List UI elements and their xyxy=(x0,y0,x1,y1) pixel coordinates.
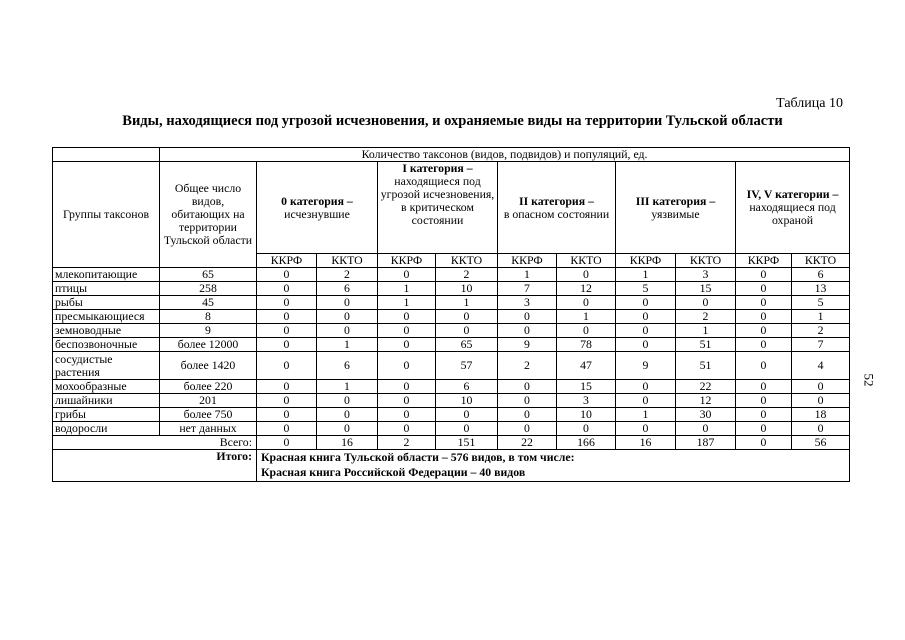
category-subtitle: уязвимые xyxy=(651,206,700,221)
count-cell: 0 xyxy=(257,324,317,338)
count-cell: 0 xyxy=(676,296,736,310)
count-cell: 7 xyxy=(792,338,850,352)
table-row xyxy=(53,296,850,310)
count-cell: 12 xyxy=(676,394,736,408)
count-cell: 0 xyxy=(498,408,557,422)
count-cell: 0 xyxy=(378,422,436,436)
species-total-cell: 45 xyxy=(160,296,257,310)
count-cell: 65 xyxy=(436,338,498,352)
table-row xyxy=(53,380,850,394)
count-cell: 0 xyxy=(736,282,792,296)
category-3-header xyxy=(616,162,736,254)
taxon-group-cell: млекопитающие xyxy=(53,268,160,282)
count-cell: 0 xyxy=(557,324,616,338)
table-row xyxy=(53,408,850,422)
count-cell: 6 xyxy=(317,352,378,380)
count-cell: 78 xyxy=(557,338,616,352)
count-cell: 0 xyxy=(378,394,436,408)
count-cell: 0 xyxy=(378,310,436,324)
count-cell: 1 xyxy=(378,296,436,310)
count-cell: 0 xyxy=(616,310,676,324)
count-cell: 0 xyxy=(792,380,850,394)
count-cell: 1 xyxy=(436,296,498,310)
sub-header-cell: ККТО xyxy=(436,254,498,268)
count-cell: 0 xyxy=(736,268,792,282)
total-value-cell: 2 xyxy=(378,436,436,450)
count-cell: 0 xyxy=(378,338,436,352)
category-subtitle: в опасном состоянии xyxy=(503,206,610,221)
count-cell: 1 xyxy=(317,380,378,394)
count-cell: 0 xyxy=(257,282,317,296)
count-cell: 0 xyxy=(498,380,557,394)
taxon-group-cell: пресмыкающиеся xyxy=(53,310,160,324)
species-total-cell: более 750 xyxy=(160,408,257,422)
count-cell: 0 xyxy=(616,380,676,394)
total-value-cell: 0 xyxy=(736,436,792,450)
count-cell: 0 xyxy=(736,324,792,338)
total-value-cell: 0 xyxy=(257,436,317,450)
count-cell: 47 xyxy=(557,352,616,380)
count-cell: 9 xyxy=(616,352,676,380)
count-cell: 0 xyxy=(498,310,557,324)
count-cell: 0 xyxy=(436,422,498,436)
count-cell: 1 xyxy=(498,268,557,282)
count-cell: 10 xyxy=(436,282,498,296)
taxon-group-cell: лишайники xyxy=(53,394,160,408)
category-title: II категория – xyxy=(519,193,594,208)
count-cell: 0 xyxy=(436,324,498,338)
species-total-cell: более 1420 xyxy=(160,352,257,380)
table-row xyxy=(53,352,850,380)
count-cell: 0 xyxy=(736,408,792,422)
category-title: IV, V категории – xyxy=(746,187,839,201)
sub-header-cell: ККТО xyxy=(317,254,378,268)
count-cell: 3 xyxy=(498,296,557,310)
count-cell: 0 xyxy=(736,394,792,408)
count-cell: 0 xyxy=(498,324,557,338)
page-number: 52 xyxy=(861,373,877,387)
count-cell: 0 xyxy=(498,422,557,436)
count-cell: 15 xyxy=(557,380,616,394)
count-cell: 0 xyxy=(317,310,378,324)
taxon-group-cell: птицы xyxy=(53,282,160,296)
count-cell: 0 xyxy=(317,408,378,422)
table-row xyxy=(53,282,850,296)
taxon-group-cell: грибы xyxy=(53,408,160,422)
count-cell: 0 xyxy=(257,352,317,380)
count-cell: 0 xyxy=(257,422,317,436)
total-value-cell: 151 xyxy=(436,436,498,450)
species-total-cell: 9 xyxy=(160,324,257,338)
count-cell: 0 xyxy=(557,268,616,282)
count-cell: 0 xyxy=(616,422,676,436)
count-cell: 1 xyxy=(557,310,616,324)
count-cell: 0 xyxy=(257,268,317,282)
count-cell: 1 xyxy=(317,338,378,352)
count-cell: 10 xyxy=(557,408,616,422)
category-0-header xyxy=(257,162,378,254)
species-total-cell: 65 xyxy=(160,268,257,282)
count-cell: 1 xyxy=(616,268,676,282)
count-cell: 0 xyxy=(436,310,498,324)
species-total-cell: нет данных xyxy=(160,422,257,436)
count-cell: 9 xyxy=(498,338,557,352)
category-subtitle: находящиеся под угрозой исчезновения, в критическом состоянии xyxy=(380,174,495,227)
category-4-header xyxy=(736,162,850,254)
count-cell: 0 xyxy=(257,408,317,422)
total-value-cell: 187 xyxy=(676,436,736,450)
count-cell: 0 xyxy=(557,422,616,436)
count-cell: 0 xyxy=(736,310,792,324)
species-total-cell: 8 xyxy=(160,310,257,324)
count-cell: 22 xyxy=(676,380,736,394)
count-cell: 0 xyxy=(317,296,378,310)
count-cell: 18 xyxy=(792,408,850,422)
category-title: I категория – xyxy=(402,161,473,175)
count-cell: 6 xyxy=(792,268,850,282)
total-value-cell: 16 xyxy=(317,436,378,450)
taxon-group-cell: рыбы xyxy=(53,296,160,310)
sub-header-cell: ККТО xyxy=(557,254,616,268)
species-total-cell: 258 xyxy=(160,282,257,296)
count-cell: 0 xyxy=(378,408,436,422)
count-cell: 0 xyxy=(736,296,792,310)
count-cell: 4 xyxy=(792,352,850,380)
taxon-group-cell: водоросли xyxy=(53,422,160,436)
count-cell: 0 xyxy=(792,394,850,408)
table-row xyxy=(53,394,850,408)
count-cell: 1 xyxy=(378,282,436,296)
count-cell: 5 xyxy=(616,282,676,296)
count-cell: 0 xyxy=(792,422,850,436)
count-cell: 0 xyxy=(736,338,792,352)
table-row xyxy=(53,310,850,324)
taxon-group-cell: земноводные xyxy=(53,324,160,338)
group-header: Группы таксонов xyxy=(53,162,160,268)
count-cell: 2 xyxy=(317,268,378,282)
count-cell: 2 xyxy=(436,268,498,282)
count-cell: 0 xyxy=(616,394,676,408)
count-cell: 10 xyxy=(436,394,498,408)
count-cell: 51 xyxy=(676,338,736,352)
count-cell: 6 xyxy=(436,380,498,394)
table-row xyxy=(53,324,850,338)
count-cell: 0 xyxy=(257,380,317,394)
count-cell: 2 xyxy=(676,310,736,324)
count-cell: 30 xyxy=(676,408,736,422)
count-cell: 0 xyxy=(616,338,676,352)
count-cell: 0 xyxy=(616,296,676,310)
taxon-group-cell: сосудистые растения xyxy=(53,352,160,380)
count-cell: 0 xyxy=(557,296,616,310)
sub-header-cell: ККРФ xyxy=(378,254,436,268)
table-row xyxy=(53,268,850,282)
count-cell: 0 xyxy=(257,338,317,352)
total-value-cell: 16 xyxy=(616,436,676,450)
itogo-line: Красная книга Тульской области – 576 видов, в том числе: xyxy=(261,450,575,464)
total-value-cell: 56 xyxy=(792,436,850,450)
table-row xyxy=(53,422,850,436)
count-cell: 1 xyxy=(792,310,850,324)
count-cell: 0 xyxy=(436,408,498,422)
page-title: Виды, находящиеся под угрозой исчезновения, и охраняемые виды на территории Тульской области xyxy=(122,113,783,129)
category-title: III категория – xyxy=(635,193,716,208)
count-cell: 0 xyxy=(736,422,792,436)
itogo-row xyxy=(53,450,850,482)
count-cell: 0 xyxy=(378,324,436,338)
taxon-group-cell: беспозвоночные xyxy=(53,338,160,352)
sub-header-cell: ККРФ xyxy=(616,254,676,268)
species-total-cell: более 12000 xyxy=(160,338,257,352)
count-cell: 12 xyxy=(557,282,616,296)
table-row xyxy=(53,338,850,352)
count-cell: 0 xyxy=(317,394,378,408)
count-cell: 0 xyxy=(317,422,378,436)
count-cell: 3 xyxy=(557,394,616,408)
itogo-label: Итого: xyxy=(53,450,257,482)
count-cell: 5 xyxy=(792,296,850,310)
total-label: Всего: xyxy=(53,436,257,450)
total-value-cell: 22 xyxy=(498,436,557,450)
count-cell: 15 xyxy=(676,282,736,296)
count-cell: 57 xyxy=(436,352,498,380)
count-cell: 1 xyxy=(676,324,736,338)
sub-header-cell: ККРФ xyxy=(736,254,792,268)
table-number-label: Таблица 10 xyxy=(776,96,843,111)
count-cell: 0 xyxy=(498,394,557,408)
count-cell: 0 xyxy=(378,352,436,380)
count-cell: 6 xyxy=(317,282,378,296)
count-cell: 0 xyxy=(257,296,317,310)
total-row xyxy=(53,436,850,450)
category-subtitle: находящиеся под охраной xyxy=(749,200,836,227)
species-total-cell: более 220 xyxy=(160,380,257,394)
count-cell: 2 xyxy=(792,324,850,338)
count-cell: 7 xyxy=(498,282,557,296)
category-2-header xyxy=(498,162,616,254)
count-cell: 0 xyxy=(257,394,317,408)
count-cell: 13 xyxy=(792,282,850,296)
category-title: 0 категория – xyxy=(281,193,353,208)
category-subtitle: исчезнувшие xyxy=(284,206,350,221)
total-species-header: Общее число видов, обитающих на территории Тульской области xyxy=(160,162,257,268)
count-cell: 0 xyxy=(378,268,436,282)
header-span: Количество таксонов (видов, подвидов) и популяций, ед. xyxy=(160,148,850,162)
count-cell: 0 xyxy=(676,422,736,436)
count-cell: 2 xyxy=(498,352,557,380)
sub-header-cell: ККРФ xyxy=(257,254,317,268)
total-value-cell: 166 xyxy=(557,436,616,450)
count-cell: 0 xyxy=(317,324,378,338)
sub-header-cell: ККРФ xyxy=(498,254,557,268)
count-cell: 1 xyxy=(616,408,676,422)
count-cell: 0 xyxy=(378,380,436,394)
count-cell: 0 xyxy=(257,310,317,324)
species-total-cell: 201 xyxy=(160,394,257,408)
count-cell: 51 xyxy=(676,352,736,380)
taxon-group-cell: мохообразные xyxy=(53,380,160,394)
count-cell: 3 xyxy=(676,268,736,282)
sub-header-cell: ККТО xyxy=(792,254,850,268)
sub-header-cell: ККТО xyxy=(676,254,736,268)
count-cell: 0 xyxy=(616,324,676,338)
itogo-text xyxy=(257,450,850,482)
itogo-line: Красная книга Российской Федерации – 40 видов xyxy=(261,465,526,479)
species-table xyxy=(52,147,850,482)
count-cell: 0 xyxy=(736,352,792,380)
category-1-header xyxy=(378,162,498,254)
count-cell: 0 xyxy=(736,380,792,394)
